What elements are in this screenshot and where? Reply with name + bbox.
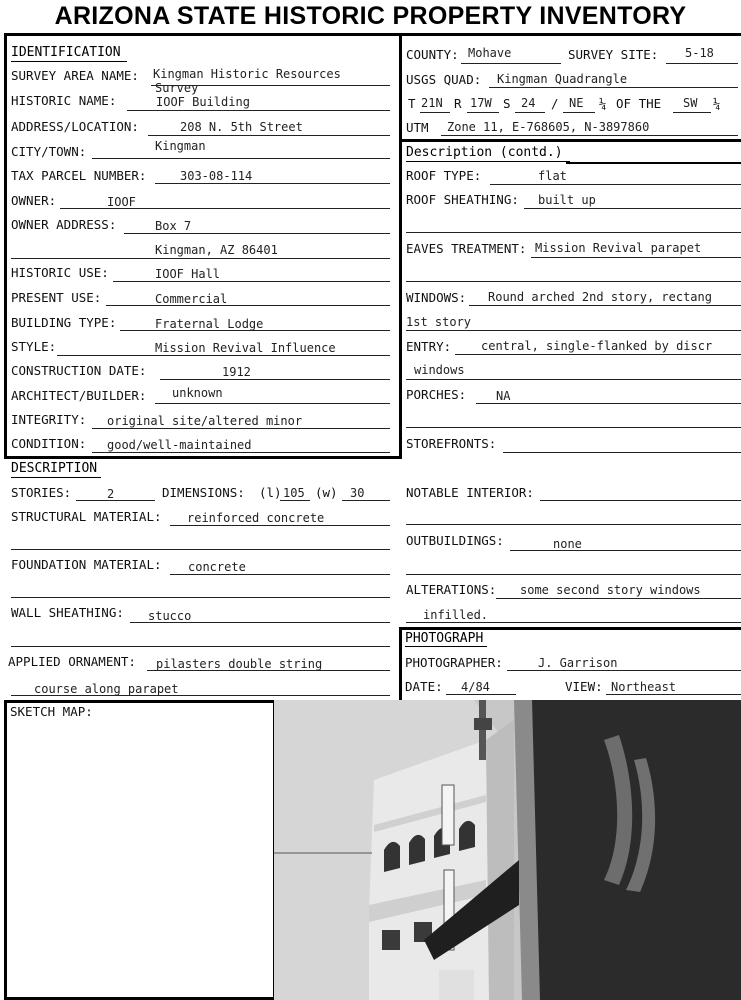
field-line [148, 135, 390, 136]
field-line [540, 500, 741, 501]
description-heading: DESCRIPTION [11, 461, 98, 476]
sketch-map-label: SKETCH MAP: [10, 704, 93, 719]
description-contd-heading: Description (contd.) [406, 145, 563, 160]
owner-address-label: OWNER ADDRESS: [11, 217, 117, 232]
windows-value-cont: 1st story [406, 315, 472, 329]
present-use-label: PRESENT USE: [11, 290, 102, 305]
field-line [155, 183, 390, 184]
foundation-material-label: FOUNDATION MATERIAL: [11, 557, 162, 572]
photo-illustration [274, 700, 741, 1000]
field-line [503, 452, 741, 453]
tax-parcel-label: TAX PARCEL NUMBER: [11, 168, 147, 183]
field-line [490, 184, 741, 185]
architect-label: ARCHITECT/BUILDER: [11, 388, 147, 403]
heading-underline [11, 477, 101, 478]
field-line [124, 233, 390, 234]
survey-area-name-value-cont: Survey [155, 81, 199, 95]
alterations-label: ALTERATIONS: [406, 582, 497, 597]
sketch-map-section [4, 700, 276, 1000]
building-type-label: BUILDING TYPE: [11, 315, 117, 330]
style-value: Mission Revival Influence [155, 341, 336, 355]
field-line [160, 379, 390, 380]
structural-material-label: STRUCTURAL MATERIAL: [11, 509, 162, 524]
field-line [57, 355, 390, 356]
survey-area-name-value: Kingman Historic Resources [153, 67, 341, 81]
photo-date-value: 4/84 [461, 680, 490, 694]
wall-sheathing-value: stucco [148, 609, 192, 623]
field-line [467, 112, 499, 113]
field-line [170, 525, 390, 526]
section-value: 24 [521, 96, 536, 110]
field-line [11, 549, 390, 550]
field-line [92, 158, 390, 159]
of-the-label: OF THE [616, 96, 662, 111]
entry-value-cont: windows [414, 363, 465, 377]
stories-value: 2 [107, 487, 115, 501]
construction-date-value: 1912 [222, 365, 251, 379]
field-line [489, 87, 738, 88]
quarter-symbol: ¼ [599, 96, 607, 111]
tax-parcel-value: 303-08-114 [180, 169, 253, 183]
condition-label: CONDITION: [11, 436, 87, 451]
utm-label: UTM [406, 120, 429, 135]
dimensions-width-label: (w) [315, 485, 338, 500]
windows-value: Round arched 2nd story, rectang [488, 290, 712, 304]
field-line [469, 305, 741, 306]
field-line [92, 428, 390, 429]
construction-date-label: CONSTRUCTION DATE: [11, 363, 147, 378]
building-type-value: Fraternal Lodge [155, 317, 264, 331]
field-line [120, 330, 390, 331]
township-label: T [408, 96, 416, 111]
field-line [60, 208, 390, 209]
field-line [406, 427, 741, 428]
field-line [531, 257, 741, 258]
stories-label: STORIES: [11, 485, 72, 500]
historic-use-value: IOOF Hall [155, 267, 221, 281]
field-line [406, 622, 741, 623]
county-label: COUNTY: [406, 47, 459, 62]
historic-name-label: HISTORIC NAME: [11, 93, 117, 108]
photograph-heading: PHOTOGRAPH [405, 631, 484, 646]
photo-date-label: DATE: [405, 679, 443, 694]
wall-sheathing-label: WALL SHEATHING: [11, 605, 124, 620]
heading-underline [11, 61, 127, 62]
field-line [673, 112, 711, 113]
heading-underline [405, 646, 487, 647]
field-line [496, 598, 741, 599]
address-label: ADDRESS/LOCATION: [11, 119, 139, 134]
address-value: 208 N. 5th Street [180, 120, 303, 134]
field-line [461, 63, 561, 64]
historic-use-label: HISTORIC USE: [11, 265, 109, 280]
field-line [406, 232, 741, 233]
integrity-label: INTEGRITY: [11, 412, 87, 427]
dimensions-length-value: 105 [283, 486, 305, 500]
owner-address-line1: Box 7 [155, 219, 192, 233]
notable-interior-label: NOTABLE INTERIOR: [406, 485, 534, 500]
field-line [11, 695, 390, 696]
dimensions-label: DIMENSIONS: [162, 485, 245, 500]
field-line [11, 258, 390, 259]
field-line [446, 694, 516, 695]
section-divider [566, 162, 741, 164]
usgs-quad-value: Kingman Quadrangle [497, 72, 628, 86]
condition-value: good/well-maintained [107, 438, 252, 452]
view-label: VIEW: [565, 679, 603, 694]
entry-label: ENTRY: [406, 339, 452, 354]
photographer-label: PHOTOGRAPHER: [405, 655, 503, 670]
survey-site-label: SURVEY SITE: [568, 47, 659, 62]
integrity-value: original site/altered minor [107, 414, 303, 428]
field-line [342, 500, 390, 501]
field-line [106, 305, 390, 306]
township-value: 21N [421, 96, 443, 110]
owner-value: IOOF [107, 195, 136, 209]
roof-sheathing-value: built up [538, 193, 596, 207]
applied-ornament-label: APPLIED ORNAMENT: [8, 654, 136, 669]
architect-value: unknown [172, 386, 223, 400]
usgs-quad-label: USGS QUAD: [406, 72, 482, 87]
roof-sheathing-label: ROOF SHEATHING: [406, 192, 519, 207]
roof-type-label: ROOF TYPE: [406, 168, 482, 183]
applied-ornament-value: pilasters double string [156, 657, 323, 671]
dimensions-width-value: 30 [350, 486, 365, 500]
roof-type-value: flat [538, 169, 567, 183]
survey-site-value: 5-18 [685, 46, 714, 60]
identification-heading: IDENTIFICATION [11, 45, 121, 60]
field-line [170, 574, 390, 575]
foundation-material-value: concrete [188, 560, 246, 574]
field-line [476, 403, 741, 404]
alterations-value-cont: infilled. [423, 608, 489, 622]
slash: / [551, 96, 559, 111]
quarter2-value: SW [683, 96, 698, 110]
storefronts-label: STOREFRONTS: [406, 436, 497, 451]
style-label: STYLE: [11, 339, 57, 354]
form-title: ARIZONA STATE HISTORIC PROPERTY INVENTORY [54, 2, 687, 30]
field-line [11, 646, 390, 647]
field-line [147, 670, 390, 671]
photographer-value: J. Garrison [538, 656, 618, 670]
heading-underline [406, 161, 570, 162]
field-line [76, 500, 155, 501]
field-line [151, 85, 390, 86]
section-label: S [503, 96, 511, 111]
range-label: R [454, 96, 462, 111]
city-label: CITY/TOWN: [11, 144, 87, 159]
entry-value: central, single-flanked by discr [481, 339, 713, 353]
historic-name-value: IOOF Building [156, 95, 250, 109]
field-line [127, 110, 390, 111]
eaves-value: Mission Revival parapet [535, 241, 702, 255]
field-line [515, 112, 545, 113]
owner-label: OWNER: [11, 193, 57, 208]
field-line [11, 597, 390, 598]
present-use-value: Commercial [155, 292, 228, 306]
owner-address-line2: Kingman, AZ 86401 [155, 243, 278, 257]
alterations-value: some second story windows [520, 583, 701, 597]
quarter-symbol: ¼ [713, 96, 721, 111]
building-photograph [274, 700, 741, 1000]
field-line [92, 452, 390, 453]
porches-label: PORCHES: [406, 387, 467, 402]
survey-area-name-label: SURVEY AREA NAME: [11, 68, 139, 83]
applied-ornament-value-cont: course along parapet [34, 682, 179, 696]
field-line [406, 330, 741, 331]
field-line [507, 670, 741, 671]
field-line [420, 112, 450, 113]
field-line [406, 281, 741, 282]
outbuildings-value: none [553, 537, 582, 551]
field-line [666, 63, 738, 64]
field-line [510, 550, 741, 551]
field-line [606, 694, 741, 695]
structural-material-value: reinforced concrete [187, 511, 325, 525]
quarter1-value: NE [569, 96, 584, 110]
field-line [441, 135, 738, 136]
outbuildings-label: OUTBUILDINGS: [406, 533, 504, 548]
field-line [113, 281, 390, 282]
field-line [280, 500, 310, 501]
dimensions-length-label: (l) [259, 485, 282, 500]
field-line [130, 622, 390, 623]
field-line [406, 524, 741, 525]
utm-value: Zone 11, E-768605, N-3897860 [447, 120, 650, 134]
field-line [524, 208, 741, 209]
field-line [455, 354, 741, 355]
eaves-label: EAVES TREATMENT: [406, 241, 527, 256]
field-line [563, 112, 595, 113]
field-line [406, 379, 741, 380]
range-value: 17W [470, 96, 492, 110]
field-line [155, 403, 390, 404]
view-value: Northeast [611, 680, 677, 694]
county-value: Mohave [468, 46, 512, 60]
field-line [406, 574, 741, 575]
porches-value: NA [496, 389, 511, 403]
city-value: Kingman [155, 139, 206, 153]
windows-label: WINDOWS: [406, 290, 467, 305]
